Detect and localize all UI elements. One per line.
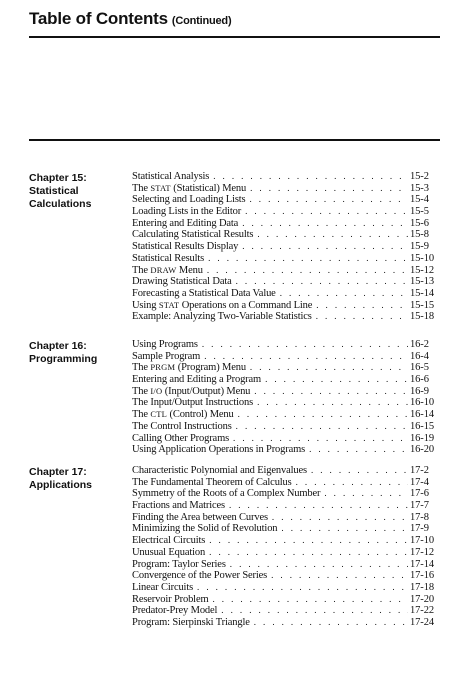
chapter-number: Chapter 15: xyxy=(29,172,87,184)
dot-leader xyxy=(202,339,408,351)
dot-leader xyxy=(271,570,408,582)
toc-entry[interactable] xyxy=(132,397,440,409)
dot-leader xyxy=(236,276,408,288)
entry-title: Loading Lists in the Editor xyxy=(132,206,242,218)
entry-list xyxy=(132,465,440,629)
dot-leader xyxy=(280,288,408,300)
title-continued: (Continued) xyxy=(171,15,232,27)
toc-entry[interactable] xyxy=(132,362,440,374)
dot-leader xyxy=(236,421,408,433)
entry-page-number: 15-3 xyxy=(410,182,429,194)
toc-entry[interactable] xyxy=(132,386,440,398)
entry-page-number: 17-12 xyxy=(410,546,434,558)
dot-leader xyxy=(250,362,408,374)
toc-entry[interactable] xyxy=(132,194,440,206)
toc-entry[interactable] xyxy=(132,288,440,300)
entry-page-number: 15-8 xyxy=(410,229,429,241)
entry-keyword: STAT xyxy=(150,182,171,193)
toc-entry[interactable] xyxy=(132,300,440,312)
entry-title: Symmetry of the Roots of a Complex Number xyxy=(132,488,321,500)
dot-leader xyxy=(296,477,408,489)
entry-title: Entering and Editing Data xyxy=(132,217,239,229)
entry-title: Unusual Equation xyxy=(132,546,206,558)
toc-entry[interactable] xyxy=(132,444,440,456)
dot-leader xyxy=(204,351,408,363)
entry-title: Predator-Prey Model xyxy=(132,605,218,617)
entry-page-number: 17-14 xyxy=(410,558,434,570)
section-rule xyxy=(29,139,440,141)
entry-title: The I/O (Input/Output) Menu xyxy=(132,385,251,397)
toc-entry[interactable] xyxy=(132,535,440,547)
dot-leader xyxy=(213,171,408,183)
entry-page-number: 17-6 xyxy=(410,488,429,500)
dot-leader xyxy=(254,617,408,629)
toc-entry[interactable] xyxy=(132,241,440,253)
toc-entry[interactable] xyxy=(132,465,440,477)
entry-title: Calculating Statistical Results xyxy=(132,229,254,241)
toc-entry[interactable] xyxy=(132,183,440,195)
entry-title: Statistical Analysis xyxy=(132,171,210,182)
toc-entry[interactable] xyxy=(132,276,440,288)
entry-title: Characteristic Polynomial and Eigenvalues xyxy=(132,465,307,476)
entry-title: The DRAW Menu xyxy=(132,264,203,276)
entry-title: Statistical Results xyxy=(132,252,205,264)
dot-leader xyxy=(221,605,408,617)
entry-title: The PRGM (Program) Menu xyxy=(132,362,246,374)
entry-page-number: 15-9 xyxy=(410,241,429,253)
entry-title: The Control Instructions xyxy=(132,420,232,432)
toc-entry[interactable] xyxy=(132,351,440,363)
entry-title: Program: Sierpinski Triangle xyxy=(132,616,250,628)
dot-leader xyxy=(209,547,408,559)
toc-entry[interactable] xyxy=(132,421,440,433)
entry-title: The STAT (Statistical) Menu xyxy=(132,182,247,194)
entry-page-number: 16-19 xyxy=(410,432,434,444)
dot-leader xyxy=(207,265,408,277)
entry-page-number: 16-6 xyxy=(410,374,429,386)
entry-title: Forecasting a Statistical Data Value xyxy=(132,287,276,299)
entry-title: Program: Taylor Series xyxy=(132,558,226,570)
dot-leader xyxy=(309,444,408,456)
dot-leader xyxy=(245,206,408,218)
dot-leader xyxy=(242,218,408,230)
title-text: Table of Contents xyxy=(29,9,168,28)
dot-leader xyxy=(311,465,408,477)
page-title xyxy=(29,9,231,29)
entry-title: Finding the Area between Curves xyxy=(132,511,268,523)
entry-page-number: 17-22 xyxy=(410,605,434,617)
dot-leader xyxy=(249,194,408,206)
dot-leader xyxy=(281,523,408,535)
entry-title: The CTL (Control) Menu xyxy=(132,409,234,421)
toc-entry[interactable] xyxy=(132,253,440,265)
chapter-label xyxy=(29,340,129,366)
dot-leader xyxy=(238,409,408,421)
toc-entry[interactable] xyxy=(132,311,440,323)
chapter-name: Statistical xyxy=(29,185,79,197)
dot-leader xyxy=(197,582,408,594)
chapter-number: Chapter 16: xyxy=(29,340,87,352)
chapter-name: Programming xyxy=(29,353,98,365)
entry-title: Electrical Circuits xyxy=(132,535,206,547)
entry-list xyxy=(132,171,440,323)
toc-entry[interactable] xyxy=(132,477,440,489)
entry-page-number: 15-18 xyxy=(410,311,434,323)
entry-keyword: DRAW xyxy=(150,264,177,275)
entry-page-number: 16-4 xyxy=(410,350,429,362)
entry-page-number: 15-10 xyxy=(410,252,434,264)
entry-page-number: 15-14 xyxy=(410,287,434,299)
dot-leader xyxy=(212,594,408,606)
toc-entry[interactable] xyxy=(132,570,440,582)
entry-keyword: STAT xyxy=(158,299,180,310)
entry-title: Entering and Editing a Program xyxy=(132,374,262,386)
toc-entry[interactable] xyxy=(132,433,440,445)
entry-title: Selecting and Loading Lists xyxy=(132,194,246,206)
entry-page-number: 17-4 xyxy=(410,476,429,488)
entry-title: Using Application Operations in Programs xyxy=(132,444,306,456)
entry-title: Fractions and Matrices xyxy=(132,500,225,512)
entry-title: Reservoir Problem xyxy=(132,593,209,605)
dot-leader xyxy=(316,300,408,312)
dot-leader xyxy=(209,535,408,547)
toc-entry[interactable] xyxy=(132,171,440,183)
dot-leader xyxy=(257,229,408,241)
toc-entry[interactable] xyxy=(132,559,440,571)
entry-page-number: 15-6 xyxy=(410,217,429,229)
entry-title: Calling Other Programs xyxy=(132,432,230,444)
dot-leader xyxy=(229,500,408,512)
entry-page-number: 17-7 xyxy=(410,500,429,512)
toc-entry[interactable] xyxy=(132,500,440,512)
toc-entry[interactable] xyxy=(132,523,440,535)
entry-title: The Fundamental Theorem of Calculus xyxy=(132,476,292,488)
entry-page-number: 15-5 xyxy=(410,206,429,218)
entry-title: Minimizing the Solid of Revolution xyxy=(132,523,278,535)
entry-title: The Input/Output Instructions xyxy=(132,397,254,409)
top-rule xyxy=(29,36,440,38)
chapter-label xyxy=(29,172,129,211)
chapter-number: Chapter 17: xyxy=(29,466,87,478)
entry-keyword: I/O xyxy=(150,385,163,396)
toc-entry[interactable] xyxy=(132,218,440,230)
toc-entry[interactable] xyxy=(132,206,440,218)
entry-page-number: 16-2 xyxy=(410,339,429,350)
entry-keyword: PRGM xyxy=(150,362,176,373)
toc-entry[interactable] xyxy=(132,265,440,277)
entry-page-number: 16-9 xyxy=(410,385,429,397)
dot-leader xyxy=(272,512,408,524)
toc-entry[interactable] xyxy=(132,582,440,594)
toc-entry[interactable] xyxy=(132,617,440,629)
entry-page-number: 17-20 xyxy=(410,593,434,605)
entry-title: Linear Circuits xyxy=(132,581,194,593)
toc-entry[interactable] xyxy=(132,339,440,351)
chapter-name: Calculations xyxy=(29,198,92,210)
dot-leader xyxy=(257,397,408,409)
dot-leader xyxy=(250,183,408,195)
entry-page-number: 15-12 xyxy=(410,264,434,276)
entry-page-number: 17-2 xyxy=(410,465,429,476)
entry-page-number: 16-15 xyxy=(410,420,434,432)
toc-entry[interactable] xyxy=(132,409,440,421)
dot-leader xyxy=(233,433,408,445)
entry-page-number: 17-8 xyxy=(410,511,429,523)
entry-page-number: 16-20 xyxy=(410,444,434,456)
dot-leader xyxy=(265,374,408,386)
entry-title: Statistical Results Display xyxy=(132,241,239,253)
entry-page-number: 15-2 xyxy=(410,171,429,182)
chapter-name: Applications xyxy=(29,479,93,491)
entry-title: Using STAT Operations on a Command Line xyxy=(132,299,313,311)
entry-page-number: 17-10 xyxy=(410,535,434,547)
entry-title: Convergence of the Power Series xyxy=(132,570,268,582)
dot-leader xyxy=(324,488,408,500)
entry-page-number: 16-10 xyxy=(410,397,434,409)
entry-title: Sample Program xyxy=(132,350,201,362)
toc-entry[interactable] xyxy=(132,512,440,524)
entry-page-number: 15-13 xyxy=(410,276,434,288)
entry-page-number: 15-4 xyxy=(410,194,429,206)
chapter-label xyxy=(29,466,129,492)
entry-title: Drawing Statistical Data xyxy=(132,276,232,288)
entry-title: Using Programs xyxy=(132,339,198,350)
entry-keyword: CTL xyxy=(150,409,168,420)
entry-page-number: 17-9 xyxy=(410,523,429,535)
entry-page-number: 16-14 xyxy=(410,409,434,421)
dot-leader xyxy=(316,311,408,323)
entry-page-number: 15-15 xyxy=(410,299,434,311)
entry-page-number: 17-24 xyxy=(410,616,434,628)
entry-page-number: 17-16 xyxy=(410,570,434,582)
toc-entry[interactable] xyxy=(132,488,440,500)
toc-entry[interactable] xyxy=(132,547,440,559)
dot-leader xyxy=(254,386,408,398)
entry-page-number: 17-18 xyxy=(410,581,434,593)
toc-entry[interactable] xyxy=(132,374,440,386)
entry-page-number: 16-5 xyxy=(410,362,429,374)
dot-leader xyxy=(242,241,408,253)
toc-entry[interactable] xyxy=(132,594,440,606)
toc-entry[interactable] xyxy=(132,229,440,241)
entry-title: Example: Analyzing Two-Variable Statistics xyxy=(132,311,312,323)
dot-leader xyxy=(208,253,408,265)
toc-entry[interactable] xyxy=(132,605,440,617)
entry-list xyxy=(132,339,440,456)
dot-leader xyxy=(230,559,408,571)
